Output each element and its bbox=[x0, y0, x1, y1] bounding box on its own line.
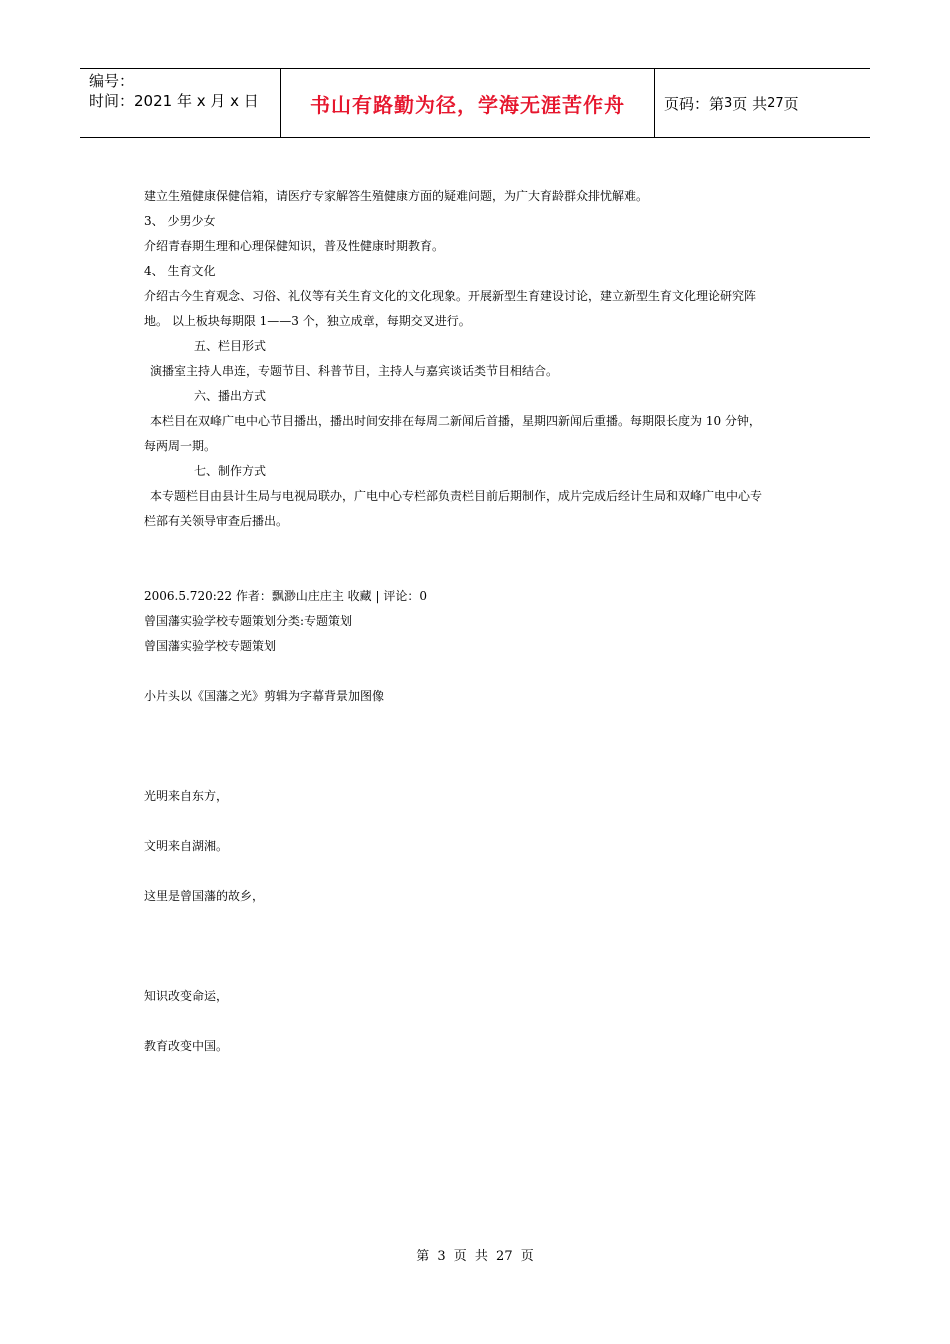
body-line: 演播室主持人串连，专题节目、科普节目，主持人与嘉宾谈话类节目相结合。 bbox=[150, 364, 559, 378]
body-line: 六、播出方式 bbox=[194, 389, 267, 403]
blank-line bbox=[144, 1009, 814, 1034]
body-line: 文明来自湖湘。 bbox=[144, 839, 229, 853]
blank-line bbox=[144, 909, 814, 934]
document-number-label: 编号： bbox=[89, 72, 135, 90]
document-time-label: 时间：2021 年 x 月 x 日 bbox=[89, 92, 259, 110]
body-line: 地。 以上板块每期限 1——3 个，独立成章，每期交叉进行。 bbox=[144, 314, 471, 328]
body-line: 七、制作方式 bbox=[194, 464, 267, 478]
body-line: 曾国藩实验学校专题策划 bbox=[144, 639, 277, 653]
body-line: 栏部有关领导审查后播出。 bbox=[144, 514, 289, 528]
body-line: 本栏目在双峰广电中心节目播出，播出时间安排在每周二新闻后首播，星期四新闻后重播。每期限长度为 10 分钟， bbox=[150, 414, 761, 428]
body-line: 教育改变中国。 bbox=[144, 1039, 229, 1053]
page-mid-label: 页 共 bbox=[732, 94, 768, 113]
blank-line bbox=[144, 959, 814, 984]
body-line: 2006.5.720:22 作者：飘渺山庄庄主 收藏 | 评论：0 bbox=[144, 589, 427, 603]
page-total: 27 bbox=[767, 95, 784, 111]
blank-line bbox=[144, 759, 814, 784]
body-line: 建立生殖健康保健信箱，请医疗专家解答生殖健康方面的疑难问题，为广大育龄群众排忧解难。 bbox=[144, 189, 649, 203]
body-line: 本专题栏目由县计生局与电视局联办，广电中心专栏部负责栏目前后期制作，成片完成后经计生局和双峰广电中心专 bbox=[150, 489, 763, 503]
body-line: 介绍青春期生理和心理保健知识，普及性健康时期教育。 bbox=[144, 239, 445, 253]
blank-line bbox=[144, 534, 814, 559]
header-page-cell bbox=[655, 69, 870, 137]
blank-line bbox=[144, 859, 814, 884]
body-line: 介绍古今生育观念、习俗、礼仪等有关生育文化的文化现象。开展新型生育建设讨论，建立新型生育文化理论研究阵 bbox=[144, 289, 757, 303]
body-line: 曾国藩实验学校专题策划分类:专题策划 bbox=[144, 614, 353, 628]
body-line: 五、栏目形式 bbox=[194, 339, 267, 353]
blank-line bbox=[144, 659, 814, 684]
blank-line bbox=[144, 559, 814, 584]
page-number: 3 bbox=[724, 95, 733, 111]
page-label: 页码：第 bbox=[664, 94, 725, 113]
blank-line bbox=[144, 1059, 814, 1084]
blank-line bbox=[144, 734, 814, 759]
document-body bbox=[144, 184, 814, 1084]
header-motto: 书山有路勤为径，学海无涯苦作舟 bbox=[310, 92, 625, 117]
page-footer: 第 3 页 共 27 页 bbox=[416, 1249, 534, 1264]
body-line: 光明来自东方， bbox=[144, 789, 229, 803]
blank-line bbox=[144, 709, 814, 734]
body-line: 小片头以《国藩之光》剪辑为字幕背景加图像 bbox=[144, 689, 385, 703]
page-end-label: 页 bbox=[783, 94, 799, 113]
body-line: 这里是曾国藩的故乡， bbox=[144, 889, 265, 903]
body-line: 知识改变命运， bbox=[144, 989, 229, 1003]
page-header bbox=[80, 68, 870, 138]
body-line: 每两周一期。 bbox=[144, 439, 217, 453]
blank-line bbox=[144, 809, 814, 834]
header-motto-cell bbox=[281, 69, 655, 137]
blank-line bbox=[144, 934, 814, 959]
body-line: 4、 生育文化 bbox=[144, 264, 216, 278]
body-line: 3、 少男少女 bbox=[144, 214, 216, 228]
header-info-cell bbox=[80, 69, 281, 137]
